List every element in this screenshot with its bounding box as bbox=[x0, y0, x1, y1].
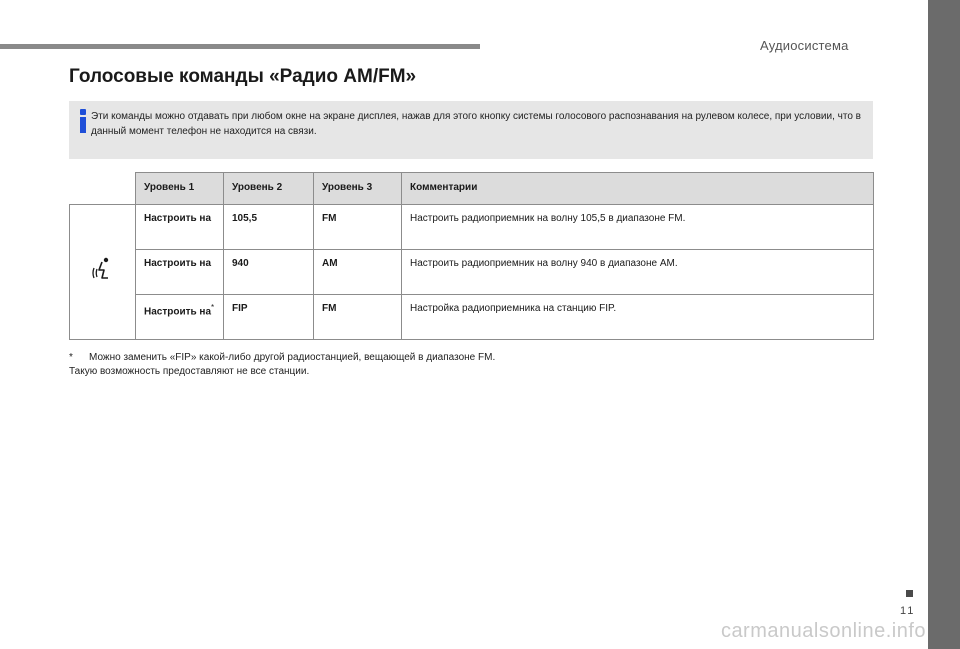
table-header-level2: Уровень 2 bbox=[224, 173, 314, 205]
section-title: Аудиосистема bbox=[760, 38, 849, 53]
table-row bbox=[70, 205, 874, 250]
table-header-level1: Уровень 1 bbox=[136, 173, 224, 205]
row3-level3: FM bbox=[314, 295, 402, 340]
footnote-line1: Можно заменить «FIP» какой-либо другой радиостанцией, вещающей в диапазоне FM. bbox=[89, 352, 496, 363]
table-header-level3: Уровень 3 bbox=[314, 173, 402, 205]
row3-level2: FIP bbox=[224, 295, 314, 340]
info-icon bbox=[79, 109, 89, 133]
voice-command-icon-cell bbox=[70, 205, 136, 340]
page-title: Голосовые команды «Радио AM/FM» bbox=[69, 66, 417, 87]
row2-level2: 940 bbox=[224, 250, 314, 295]
table-row bbox=[70, 295, 874, 340]
footnote-star: * bbox=[69, 352, 73, 363]
footnote-line2: Такую возможность предоставляют не все станции. bbox=[69, 366, 310, 377]
table-header-row bbox=[70, 173, 874, 205]
row2-level3: AM bbox=[314, 250, 402, 295]
row1-comment: Настроить радиоприемник на волну 105,5 в диапазоне FM. bbox=[402, 205, 874, 250]
info-box bbox=[69, 101, 873, 159]
table-row bbox=[70, 250, 874, 295]
table-header-blank bbox=[70, 173, 136, 205]
voice-commands-table bbox=[69, 172, 874, 340]
row1-level1: Настроить на bbox=[136, 205, 224, 250]
row3-level1-text: Настроить на bbox=[144, 306, 212, 318]
side-tab-bar bbox=[928, 0, 960, 649]
page-marker bbox=[906, 590, 913, 597]
row3-comment: Настройка радиоприемника на станцию FIP. bbox=[402, 295, 874, 340]
row1-level2: 105,5 bbox=[224, 205, 314, 250]
footnote-mark: * bbox=[211, 303, 215, 312]
table-header-comments: Комментарии bbox=[402, 173, 874, 205]
row2-comment: Настроить радиоприемник на волну 940 в диапазоне AM. bbox=[402, 250, 874, 295]
watermark: carmanualsonline.info bbox=[720, 620, 926, 642]
row1-level3: FM bbox=[314, 205, 402, 250]
row3-level1 bbox=[136, 295, 224, 340]
top-rule bbox=[0, 44, 480, 49]
footnote bbox=[69, 351, 769, 379]
row2-level1: Настроить на bbox=[136, 250, 224, 295]
voice-command-icon bbox=[88, 256, 118, 286]
page-number: 11 bbox=[900, 605, 916, 617]
info-text: Эти команды можно отдавать при любом окне на экране дисплея, нажав для этого кнопку системы голосового распознавания на рулевом колесе, при условии, что в данный момент телефон не находится на связи. bbox=[91, 111, 861, 137]
